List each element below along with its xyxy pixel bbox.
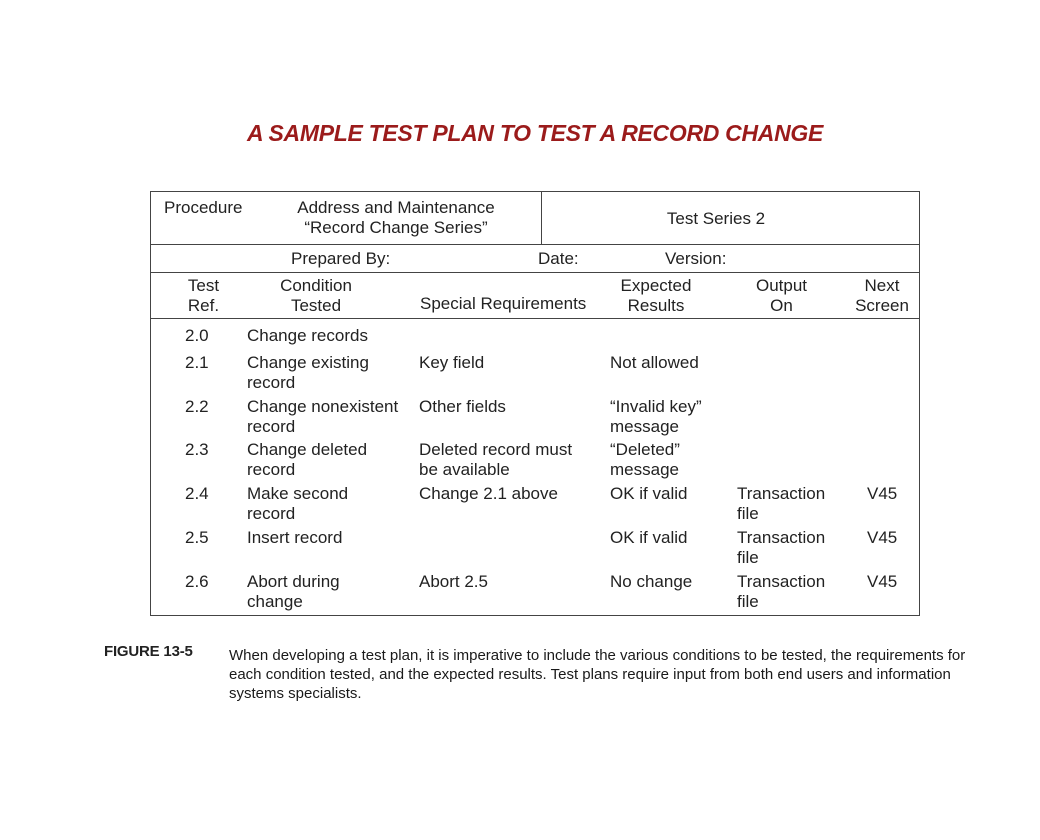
row-2-0-condition: Change records [247,326,368,345]
row-2-2-special: Other fields [419,397,506,416]
row-2-1-expected: Not allowed [610,353,699,372]
rule-3 [151,318,919,319]
row-2-3-condition: Change deleted record [247,440,368,479]
test-series: Test Series 2 [666,209,766,228]
row-2-2-condition: Change nonexistent record [247,397,399,436]
col-header-expected: Expected Results [620,276,692,315]
row-2-6-condition: Abort during change [247,572,340,611]
figure-label: FIGURE 13-5 [104,643,193,660]
rule-1 [151,244,919,245]
row-2-4-expected: OK if valid [610,484,688,503]
date-label: Date: [538,249,579,268]
col-header-output: Output On [755,276,808,315]
row-2-3-ref: 2.3 [185,440,209,459]
row-2-4-output: Transaction file [737,484,826,523]
row-2-6-output: Transaction file [737,572,826,611]
procedure-name: Address and Maintenance “Record Change Series” [297,198,495,237]
row-2-6-expected: No change [610,572,693,591]
col-header-next: Next Screen [855,276,909,315]
col-header-condition: Condition Tested [280,276,352,315]
row-2-0-ref: 2.0 [185,326,209,345]
row-2-5-expected: OK if valid [610,528,688,547]
figure-caption: When developing a test plan, it is imperative to include the various conditions to be tested, the requirements for each condition tested, and the expected results. Test plans require input from both end users and information systems specialists. [229,647,966,702]
row-2-6-special: Abort 2.5 [419,572,488,591]
row-2-2-ref: 2.2 [185,397,209,416]
row-2-5-condition: Insert record [247,528,343,547]
row-2-1-ref: 2.1 [185,353,209,372]
row-2-1-condition: Change existing record [247,353,369,392]
col-header-special: Special Requirements [420,294,587,313]
row-2-4-condition: Make second record [247,484,349,523]
row-2-6-next: V45 [867,572,898,591]
rule-2 [151,272,919,273]
row-2-5-next: V45 [867,528,898,547]
prepared-by: Prepared By: [291,249,391,268]
procedure-label: Procedure [164,198,243,217]
row-2-6-ref: 2.6 [185,572,209,591]
row-2-5-output: Transaction file [737,528,826,567]
test-plan-table [150,191,920,616]
version-label: Version: [665,249,727,268]
row-2-3-expected: “Deleted” message [610,440,680,479]
row-2-3-special: Deleted record must be available [419,440,573,479]
col-header-ref: Test Ref. [187,276,220,315]
row-2-2-expected: “Invalid key” message [610,397,702,436]
row-2-4-special: Change 2.1 above [419,484,558,503]
row-2-1-special: Key field [419,353,485,372]
page-title: A SAMPLE TEST PLAN TO TEST A RECORD CHANGE [246,120,824,146]
row-2-5-ref: 2.5 [185,528,209,547]
row-2-4-ref: 2.4 [185,484,209,503]
row-2-4-next: V45 [867,484,898,503]
